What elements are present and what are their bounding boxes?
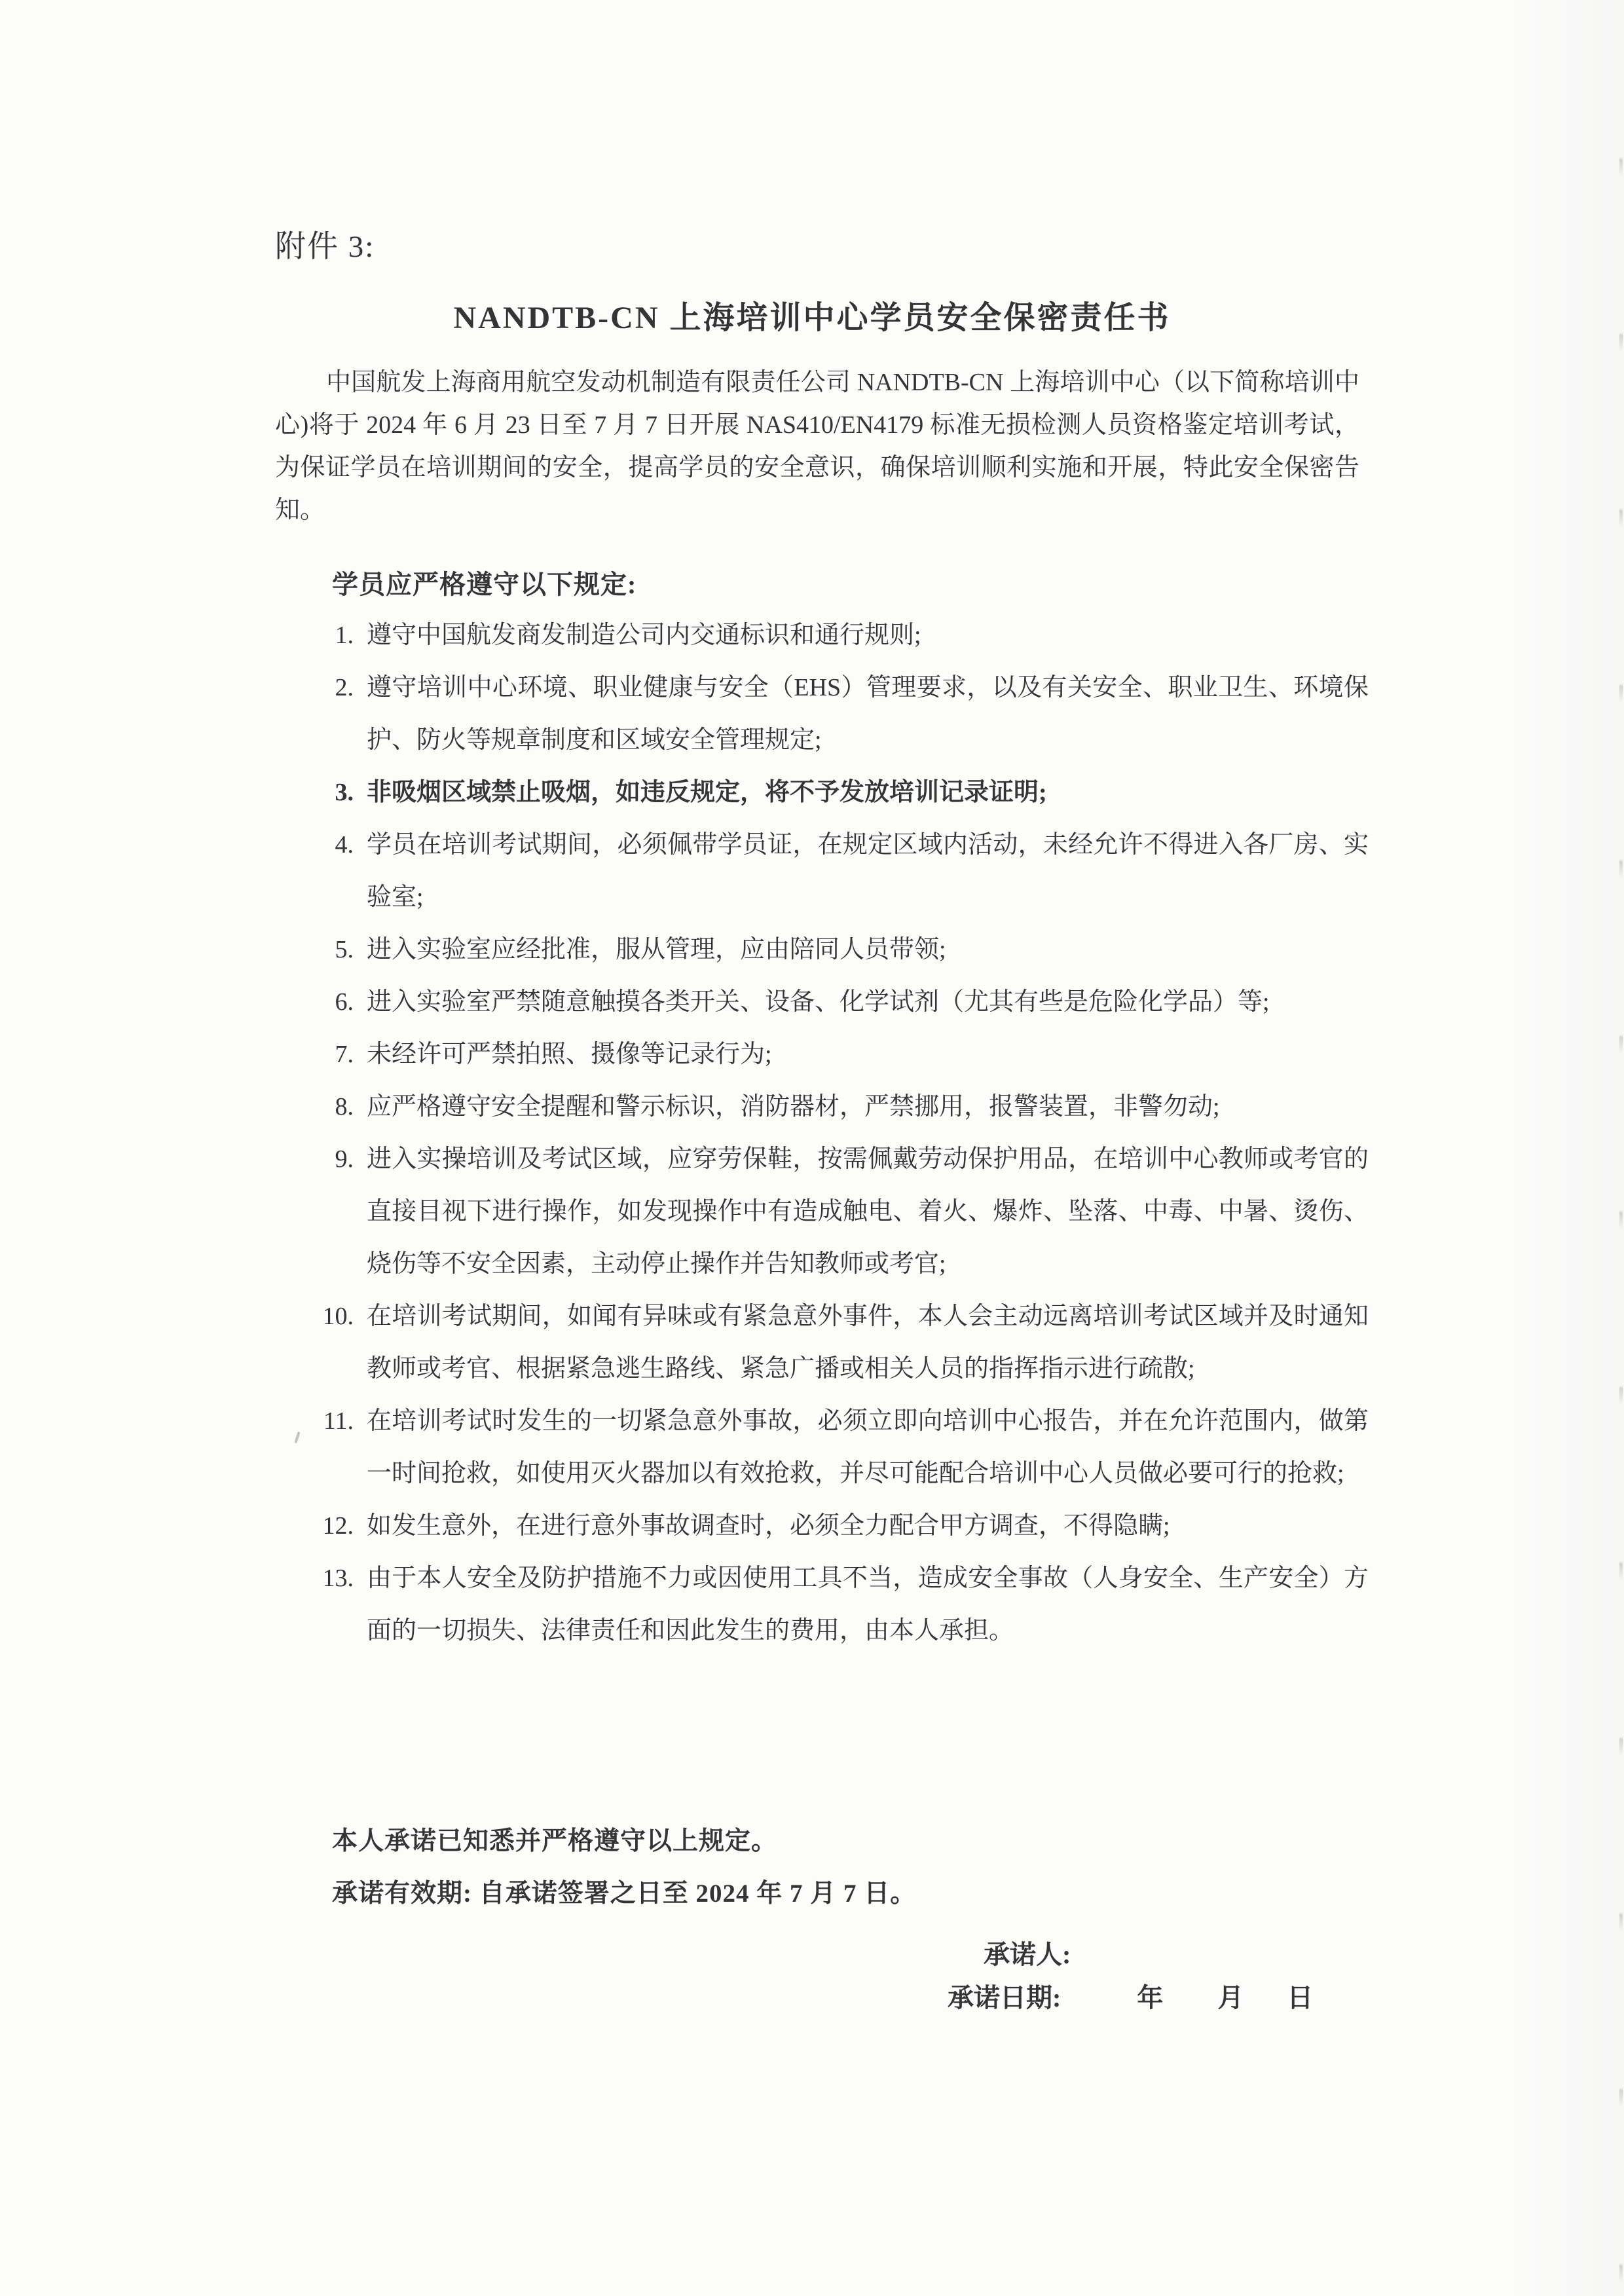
attachment-label: 附件 3: [275, 230, 375, 264]
pledge-block [332, 1815, 1367, 1920]
promiser-row [984, 1933, 1365, 1976]
rules-heading: 学员应严格遵守以下规定: [332, 570, 637, 599]
rule-text: 在培训考试期间，如闻有异味或有紧急意外事件，本人会主动远离培训考试区域并及时通知教师或考官、根据紧急逃生路线、紧急广播或相关人员的指挥指示进行疏散; [367, 1303, 1369, 1382]
date-row [948, 1976, 1365, 2020]
rule-item-11 [275, 1395, 1369, 1500]
rule-text: 进入实验室应经批准，服从管理，应由陪同人员带领; [367, 936, 946, 963]
rule-item-6 [275, 976, 1369, 1028]
promiser-label: 承诺人: [984, 1940, 1071, 1969]
rule-item-4 [275, 819, 1369, 923]
rule-item-8 [275, 1081, 1369, 1133]
date-label: 承诺日期: [948, 1983, 1061, 2012]
rules-list [275, 609, 1369, 1657]
rule-number: 7. [335, 1041, 354, 1068]
rule-text: 应严格遵守安全提醒和警示标识，消防器材，严禁挪用，报警装置，非警勿动; [367, 1093, 1220, 1120]
rule-item-1 [275, 609, 1369, 661]
rule-text: 非吸烟区域禁止吸烟，如违反规定，将不予发放培训记录证明; [367, 779, 1047, 806]
rule-text: 遵守中国航发商发制造公司内交通标识和通行规则; [367, 621, 921, 649]
rule-number: 9. [335, 1145, 354, 1173]
document-title: NANDTB-CN 上海培训中心学员安全保密责任书 [453, 301, 1171, 335]
year-label: 年 [1137, 1983, 1164, 2012]
rule-item-5 [275, 923, 1369, 976]
rule-number: 12. [322, 1512, 354, 1540]
day-label: 日 [1287, 1983, 1314, 2012]
rule-item-2 [275, 661, 1369, 766]
rule-item-7 [275, 1028, 1369, 1081]
rule-text: 如发生意外，在进行意外事故调查时，必须全力配合甲方调查，不得隐瞒; [367, 1512, 1170, 1540]
rule-item-12 [275, 1500, 1369, 1552]
scan-speckle-strip [1619, 0, 1623, 2296]
rule-number: 6. [335, 988, 354, 1016]
rule-text: 进入实验室严禁随意触摸各类开关、设备、化学试剂（尤其有些是危险化学品）等; [367, 988, 1270, 1016]
rule-number: 13. [322, 1565, 354, 1592]
pledge-validity: 承诺有效期: 自承诺签署之日至 2024 年 7 月 7 日。 [332, 1879, 917, 1908]
rule-number: 5. [335, 936, 354, 963]
rule-text: 进入实操培训及考试区域，应穿劳保鞋，按需佩戴劳动保护用品，在培训中心教师或考官的直接目视下进行操作，如发现操作中有造成触电、着火、爆炸、坠落、中毒、中暑、烫伤、烧伤等不安全因素，主动停止操作并告知教师或考官; [367, 1145, 1369, 1278]
rule-item-3 [275, 766, 1369, 819]
rule-text: 由于本人安全及防护措施不力或因使用工具不当，造成安全事故（人身安全、生产安全）方面的一切损失、法律责任和因此发生的费用，由本人承担。 [367, 1565, 1369, 1644]
rule-item-10 [275, 1290, 1369, 1395]
rule-item-13 [275, 1552, 1369, 1657]
rule-text: 在培训考试时发生的一切紧急意外事故，必须立即向培训中心报告，并在允许范围内，做第一时间抢救，如使用灭火器加以有效抢救，并尽可能配合培训中心人员做必要可行的抢救; [367, 1407, 1369, 1487]
rule-text: 学员在培训考试期间，必须佩带学员证，在规定区域内活动，未经允许不得进入各厂房、实验室; [367, 831, 1369, 911]
scan-haze-artifact [1506, 0, 1624, 2296]
rule-number: 4. [335, 831, 354, 859]
rule-number: 11. [323, 1407, 354, 1435]
intro-paragraph: 中国航发上海商用航空发动机制造有限责任公司 NANDTB-CN 上海培训中心（以下简称培训中心)将于 2024 年 6 月 23 日至 7 月 7 日开展 NAS410/EN4179 标准无损检测人员资格鉴定培训考试，为保证学员在培训期间的安全，提高学员的安全意识，确保培训顺利实施和开展，特此安全保密告知。 [275, 369, 1359, 524]
rule-number: 10. [322, 1303, 354, 1330]
pledge-statement: 本人承诺已知悉并严格遵守以上规定。 [332, 1827, 778, 1855]
rule-text: 未经许可严禁拍照、摄像等记录行为; [367, 1041, 772, 1068]
rule-number: 8. [335, 1093, 354, 1120]
rule-number: 2. [335, 674, 354, 701]
signature-block [275, 1933, 1365, 2020]
rule-number: 3. [335, 779, 354, 806]
rule-item-9 [275, 1133, 1369, 1290]
rule-text: 遵守培训中心环境、职业健康与安全（EHS）管理要求，以及有关安全、职业卫生、环境保护、防火等规章制度和区域安全管理规定; [367, 674, 1369, 754]
month-label: 月 [1217, 1983, 1244, 2012]
rule-number: 1. [335, 621, 354, 649]
